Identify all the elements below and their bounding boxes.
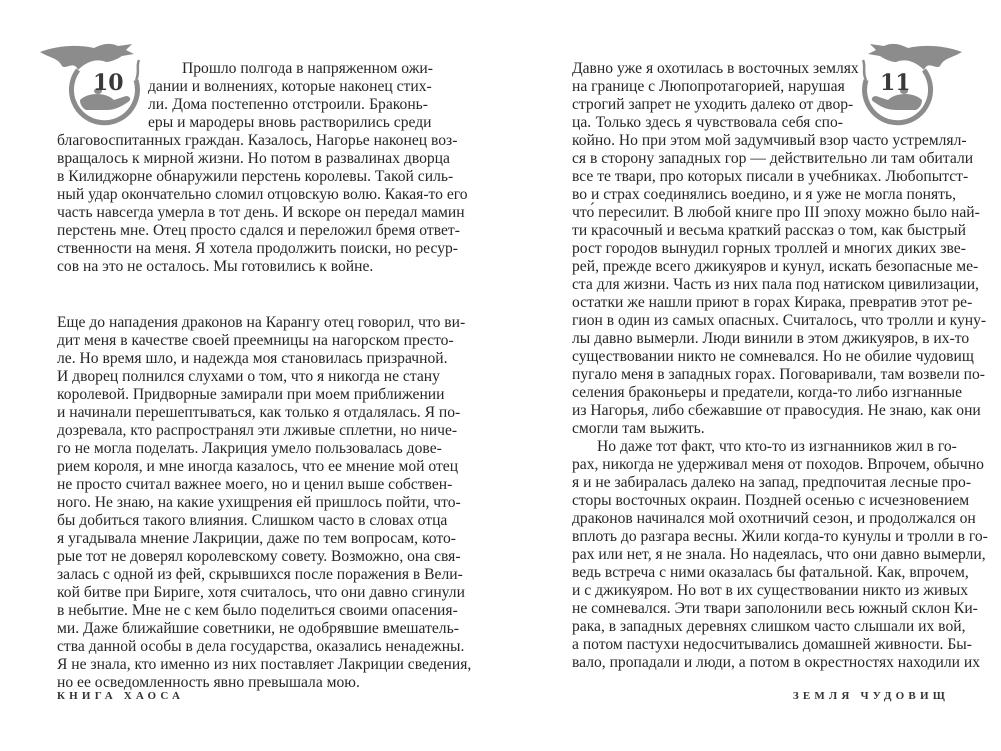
text-line: строгий запрет не уходить далеко от двор-	[572, 96, 854, 113]
text-line: и с джикуяром. Но вот в их существовании никто из живых	[572, 582, 968, 599]
text-line: рост городов вынудил горных троллей и многих диких зве-	[572, 240, 966, 257]
text-line: бы добиться такого влияния. Слишком часто в словах отца	[57, 512, 448, 529]
text-line: часть навсегда умерла в тот день. И вскоре он передал мамин	[57, 204, 465, 221]
text-line: ста для жизни. Часть из них пала под натиском цивилизации,	[572, 276, 979, 293]
text-line: ный удар окончательно сломил отцовскую волю. Какая-то его	[57, 186, 468, 203]
text-line: рака, в западных деревнях слишком часто слышали их вой,	[572, 618, 966, 635]
text-line: И дворец полнился слухами о том, что я никогда не стану	[57, 368, 440, 385]
text-line: остатки же нашли приют в горах Кирака, превратив этот ре-	[572, 294, 973, 311]
text-line: рием короля, и мне иногда казалось, что ее мнение мой отец	[57, 458, 459, 475]
paragraph	[57, 60, 468, 276]
paragraph	[572, 438, 988, 672]
text-line: ственности на меня. Я хотела продолжить поиски, но ресур-	[57, 240, 458, 257]
text-line: из Нагорья, либо сбежавшие от правосудия. Не знаю, как они	[572, 402, 981, 419]
text-line: рах или нет, я не знала. Но надеялась, что они давно вымерли,	[572, 546, 986, 563]
text-line: сторы восточных окраин. Поздней осенью с исчезновением	[572, 492, 970, 509]
text-line: вплоть до разгара весны. Жили когда-то кунулы и тролли в го-	[572, 528, 988, 545]
text-line: ного. Не знаю, на какие ухищрения ей пришлось пойти, что-	[57, 494, 461, 511]
text-line: Давно уже я охотилась в восточных землях	[572, 60, 859, 77]
text-line: перстень мне. Отец просто сдался и переложил бремя ответ-	[57, 222, 460, 239]
text-line: в Килиджорне обнаружили перстень королевы. Такой силь-	[57, 168, 454, 185]
paragraph	[57, 314, 472, 692]
text-line: не сомневался. Эти твари заполонили весь южный склон Ки-	[572, 600, 978, 617]
text-line: го не могла поделать. Лакриция умело пользовалась дове-	[57, 440, 442, 457]
page-number: 11	[880, 70, 911, 96]
text-line: не просто считал важнее моего, но и ценил выше собствен-	[57, 476, 453, 493]
text-line: Еще до нападения драконов на Карангу отец говорил, что ви-	[57, 314, 466, 331]
text-line: ства данной особы в дела государства, оказались ненадежны.	[57, 638, 465, 655]
text-line: гион в один из самых опасных. Считалось, что тролли и куну-	[572, 312, 987, 329]
text-line: королевой. Придворные замирали при моем приближении	[57, 386, 445, 403]
text-line: ся в сторону западных гор — действительно ли там обитали	[572, 150, 974, 167]
text-line: благовоспитанных граждан. Казалось, Нагорье наконец воз-	[57, 132, 458, 149]
text-line: дозревала, кто распространял эти лживые сплетни, но ниче-	[57, 422, 458, 439]
text-line: ца. Только здесь я чувствовала себя спо-	[572, 114, 843, 131]
text-line: все те твари, про которых писали в учебниках. Любопытст-	[572, 168, 969, 185]
text-line: смогли там выжить.	[572, 420, 705, 437]
text-line: в небытие. Мне не с кем было поделиться своими опасения-	[57, 602, 458, 619]
text-line: рей, прежде всего джикуяров и кунул, искать безопасные ме-	[572, 258, 979, 275]
text-line: ми. Даже ближайшие советники, не одобрявшие вмешатель-	[57, 620, 459, 637]
text-line: Но даже тот факт, что кто-то из изгнанников жил в го-	[597, 438, 957, 455]
text-line: Я не знала, кто именно из них поставляет Лакриции сведения,	[57, 656, 472, 673]
text-line: рые тот не доверял королевскому совету. Возможно, она свя-	[57, 548, 461, 565]
text-line: я угадывала мнение Лакриции, даже по тем вопросам, кото-	[57, 530, 456, 547]
text-line: но ее осведомленность явно превышала мою.	[57, 674, 360, 691]
text-line: вращалось к мирной жизни. Но потом в развалинах дворца	[57, 150, 450, 167]
text-line: дании и волнениях, которые наконец стих-	[148, 78, 432, 95]
text-line: кой битве при Бириге, хотя считалось, что они давно сгинули	[57, 584, 465, 601]
text-line: Прошло полгода в напряженном ожи-	[182, 60, 433, 77]
text-line: ти красочный и весьма краткий рассказ о том, как быстрый	[572, 222, 966, 239]
paragraph	[572, 60, 987, 438]
text-line: а потом пастухи недосчитывались домашней живности. Бы-	[572, 636, 972, 653]
text-line: селения браконьеры и предатели, когда-то либо изгнанные	[572, 384, 963, 401]
text-line: ли. Дома постепенно отстроили. Браконь-	[148, 96, 428, 113]
left-page-text	[57, 60, 472, 692]
text-line: сов на это не осталось. Мы готовились к войне.	[57, 258, 374, 275]
text-line: ле. Но время шло, и надежда моя становилась призрачной.	[57, 350, 448, 367]
text-line: еры и мародеры вновь растворились среди	[148, 114, 432, 131]
text-line: пугало меня в западных горах. Поговаривали, там возвели по-	[572, 366, 985, 383]
text-line: лы давно вымерли. Люди винили в этом джикуяров, в их-то	[572, 330, 970, 347]
text-line: дит меня в качестве своей преемницы на нагорском престо-	[57, 332, 454, 349]
text-line: я и не забиралась далеко на запад, предпочитая лесные про-	[572, 474, 972, 491]
text-line: ведь встреча с ними оказалась бы фатальной. Как, впрочем,	[572, 564, 969, 581]
text-line: драконов начинался мой охотничий сезон, и продолжался он	[572, 510, 976, 527]
text-line: рах, никогда не удерживал меня от походов. Впрочем, обычно	[572, 456, 984, 473]
text-line: залась с одной из фей, скрывшихся после поражения в Вели-	[57, 566, 463, 583]
text-line: и начинали перешептываться, как только я отдалялась. Я по-	[57, 404, 461, 421]
text-line: вало, пропадали и люди, а потом в окрестностях находили их	[572, 654, 981, 671]
running-title-right: ЗЕМЛЯ ЧУДОВИЩ	[792, 690, 949, 702]
text-line: что́ пересилит. В любой книге про III эпоху можно было най-	[572, 204, 980, 221]
text-line: существовании никто не сомневался. Но не обилие чудовищ	[572, 348, 974, 365]
text-line: койно. Но при этом мой задумчивый взор часто устремлял-	[572, 132, 967, 149]
text-line: во и страх соединялись воедино, и я уже не могла понять,	[572, 186, 957, 203]
page-number: 10	[93, 70, 124, 96]
right-page-text	[572, 60, 988, 672]
running-title-left: КНИГА ХАОСА	[57, 690, 185, 702]
text-line: на границе с Люпопротагорией, нарушая	[572, 78, 845, 95]
